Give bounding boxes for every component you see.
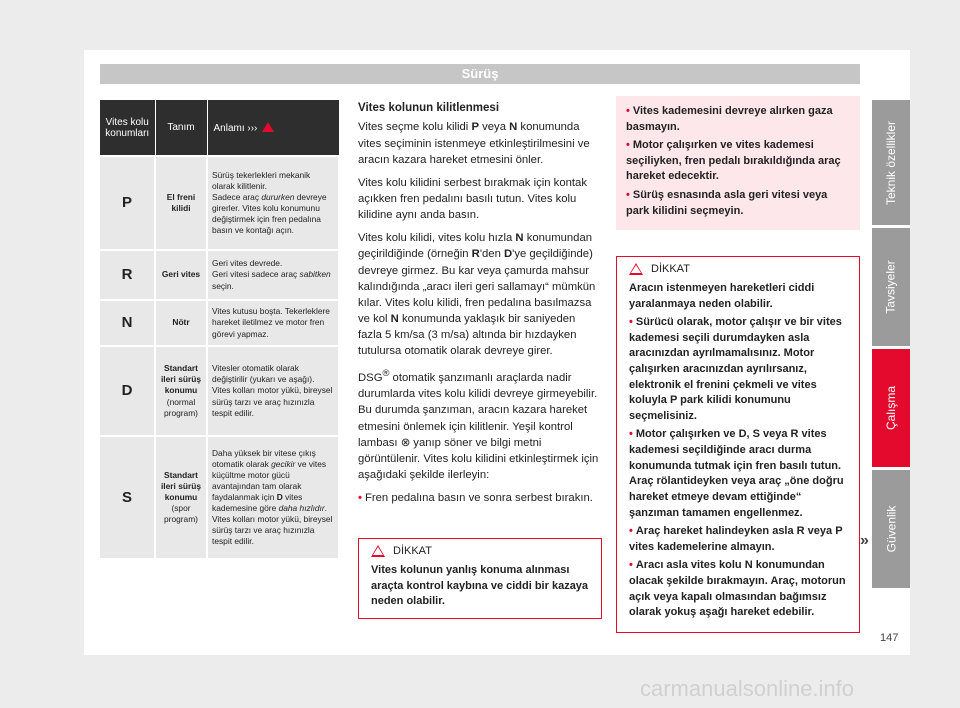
bullet-item: • Araç hareket halindeyken asla R veya P vites kademelerine almayın.: [629, 525, 843, 553]
tab-teknik[interactable]: [872, 100, 910, 225]
gear-name: Geri vites: [155, 250, 207, 300]
warning-title: DİKKAT: [393, 545, 432, 557]
bullet-item: • Sürücü olarak, motor çalışır ve bir vites kademesi seçili durumdayken asla aracınızdan ayrılmamalısınız. Motor çalışırken aracınızdan ayrılırsanız, elektronik el frenini çekmeli ve vites koluyla P park kilidi konumunu seçmelisiniz.: [629, 316, 842, 422]
warning-icon: [629, 263, 643, 275]
tab-tavsiyeler[interactable]: [872, 228, 910, 346]
caution-box: [616, 96, 860, 230]
gear-symbol: R: [100, 250, 155, 300]
warning-icon: [262, 122, 274, 132]
warning-title: DİKKAT: [651, 263, 690, 275]
gear-name: Standart ileri sürüş konumu (normal program): [155, 346, 207, 436]
section-heading: Vites kolunun kilitlenmesi: [358, 102, 500, 114]
gear-symbol: S: [100, 436, 155, 558]
middle-column: [358, 100, 602, 513]
bullet-item: • Fren pedalına basın ve sonra serbest bırakın.: [358, 492, 593, 505]
table-row: [100, 436, 339, 558]
table-row: [100, 346, 339, 436]
col-header-name: Tanım: [155, 100, 207, 156]
paragraph: DSG® otomatik şanzımanlı araçlarda nadir durumlarda vites kolu kilidi devreye girmeyebilir. Bu durumda şanzıman, aracın kazara hareket etmesini önlemek için kilitlenir. Yeşil kontrol lambası ⊗ yanıp söner ve bilgi metni görüntülenir. Vites kolu kilidini etkinleştirmek için aşağıdaki şekilde ilerleyin:: [358, 367, 599, 482]
warning-box: [616, 256, 860, 633]
paragraph: Vites kolu kilidi, vites kolu hızla N konumundan geçirildiğinde (örneğin R'den D'ye geçildiğinde) devreye girmez. Bu kar veya çamurda mahsur kalındığında „aracı ileri geri sallamayı“ mümkün kılar. Vites kolu kilidi, fren pedalına basılmazsa ve kol N konumunda yaklaşık bir saniyeden fazla 5 km/sa (3 m/sa) altında bir hızdayken tutulursa otomatik olarak devreye girer.: [358, 232, 596, 358]
gear-name: Standart ileri sürüş konumu (spor program): [155, 436, 207, 558]
table-row: [100, 300, 339, 346]
bullet-item: • Vites kademesini devreye alırken gaza basmayın.: [626, 105, 833, 133]
warning-text: Vites kolunun yanlış konuma alınması araçta kontrol kaybına ve ciddi bir kazaya neden olabilir.: [371, 564, 589, 608]
paragraph: Vites kolu kilidini serbest bırakmak için kontak açıkken fren pedalını basılı tutun. Vites kolu kilidine aynı anda basın.: [358, 176, 587, 222]
tab-label: Teknik özellikler: [884, 120, 898, 205]
tab-guvenlik[interactable]: [872, 470, 910, 588]
bullet-item: • Aracı asla vites kolu N konumundan olacak şekilde bırakmayın. Araç, motorun açık veya kapalı olmasından bağımsız olarak yokuş aşağı hareket edebilir.: [629, 559, 846, 619]
page-header: Sürüş: [100, 64, 860, 84]
gear-description: Daha yüksek bir vitese çıkış otomatik olarak gecikir ve vites küçültme motor gücü avantajından tam olarak faydalanmak için D vites kademesine göre daha hızlıdır. Vites kolları motor yükü, bireysel sürüş tarzı ve araç hızınızla tespit edilir.: [207, 436, 339, 558]
gear-name: El freni kilidi: [155, 156, 207, 250]
page-number: 147: [880, 632, 899, 644]
continue-icon: »: [860, 532, 869, 549]
gear-description: Vites kutusu boşta. Tekerleklere hareket iletilmez ve motor fren görevi yapmaz.: [207, 300, 339, 346]
bullet-item: • Motor çalışırken ve D, S veya R vites kademesi seçildiğinde aracı durma konumunda tutmak için fren basılı tutun. Araç rölantideyken veya araç „öne doğru hareket etmeye devam ettiğinde“ şanzıman tamamen engellenmez.: [629, 428, 844, 519]
gear-symbol: N: [100, 300, 155, 346]
bullet-item: • Sürüş esnasında asla geri vitesi veya park kilidini seçmeyin.: [626, 189, 828, 217]
table-row: [100, 156, 339, 250]
gear-table: [100, 100, 340, 558]
col-header-positions: Vites kolu konumları: [100, 100, 155, 156]
col-header-meaning: Anlamı ›››: [207, 100, 339, 156]
warning-box: [358, 538, 602, 619]
watermark: carmanualsonline.info: [640, 676, 855, 701]
gear-description: Sürüş tekerlekleri mekanik olarak kilitlenir. Sadece araç dururken devreye girerler. Vites kolu konumunu değiştirmek için fren pedalına basın ve kontağı açın.: [207, 156, 339, 250]
tab-label: Çalışma: [884, 385, 899, 431]
tab-label: Tavsiyeler: [884, 260, 899, 314]
gear-symbol: D: [100, 346, 155, 436]
tab-calisma[interactable]: [872, 349, 910, 467]
gear-description: Vitesler otomatik olarak değiştirilir (yukarı ve aşağı). Vites kolları motor yükü, bireysel sürüş tarzı ve araç hızınızla tespit edilir.: [207, 346, 339, 436]
gear-symbol: P: [100, 156, 155, 250]
warning-text: Aracın istenmeyen hareketleri ciddi yaralanmaya neden olabilir. • Sürücü olarak, motor çalışır ve bir vites kademesi seçili durumdayken asla aracınızdan ayrılmamalısınız. Motor çalışırken aracınızdan ayrılırsanız, elektronik el frenini çekmeli ve vites koluyla P park kilidi konumunu seçmelisiniz. • Motor çalışırken ve D, S veya R vites kademesi seçildiğinde aracı durma konumunda tutmak için fren basılı tutun. Araç rölantideyken veya araç „öne doğru hareket etmeye devam ettiğinde“ şanzıman tamamen engellenmez. • Araç hareket halindeyken asla R veya P vites kademelerine almayın. • Aracı asla vites kolu N konumundan olacak şekilde bırakmayın. Araç, motorun açık veya kapalı olmasından bağımsız olarak yokuş aşağı hareket edebilir.: [617, 281, 859, 632]
paragraph: Vites seçme kolu kilidi P veya N konumunda vites seçiminin istenmeye etkinleştirilmesini ve aracın kazara hareket etmesini önler.: [358, 121, 590, 166]
tab-label: Güvenlik: [884, 505, 898, 553]
gear-description: Geri vites devrede. Geri vitesi sadece araç sabitken seçin.: [207, 250, 339, 300]
warning-icon: [371, 545, 385, 557]
table-row: [100, 250, 339, 300]
gear-name: Nötr: [155, 300, 207, 346]
bullet-item: • Motor çalışırken ve vites kademesi seçiliyken, fren pedalı bırakıldığında araç hareket edecektir.: [626, 139, 841, 183]
